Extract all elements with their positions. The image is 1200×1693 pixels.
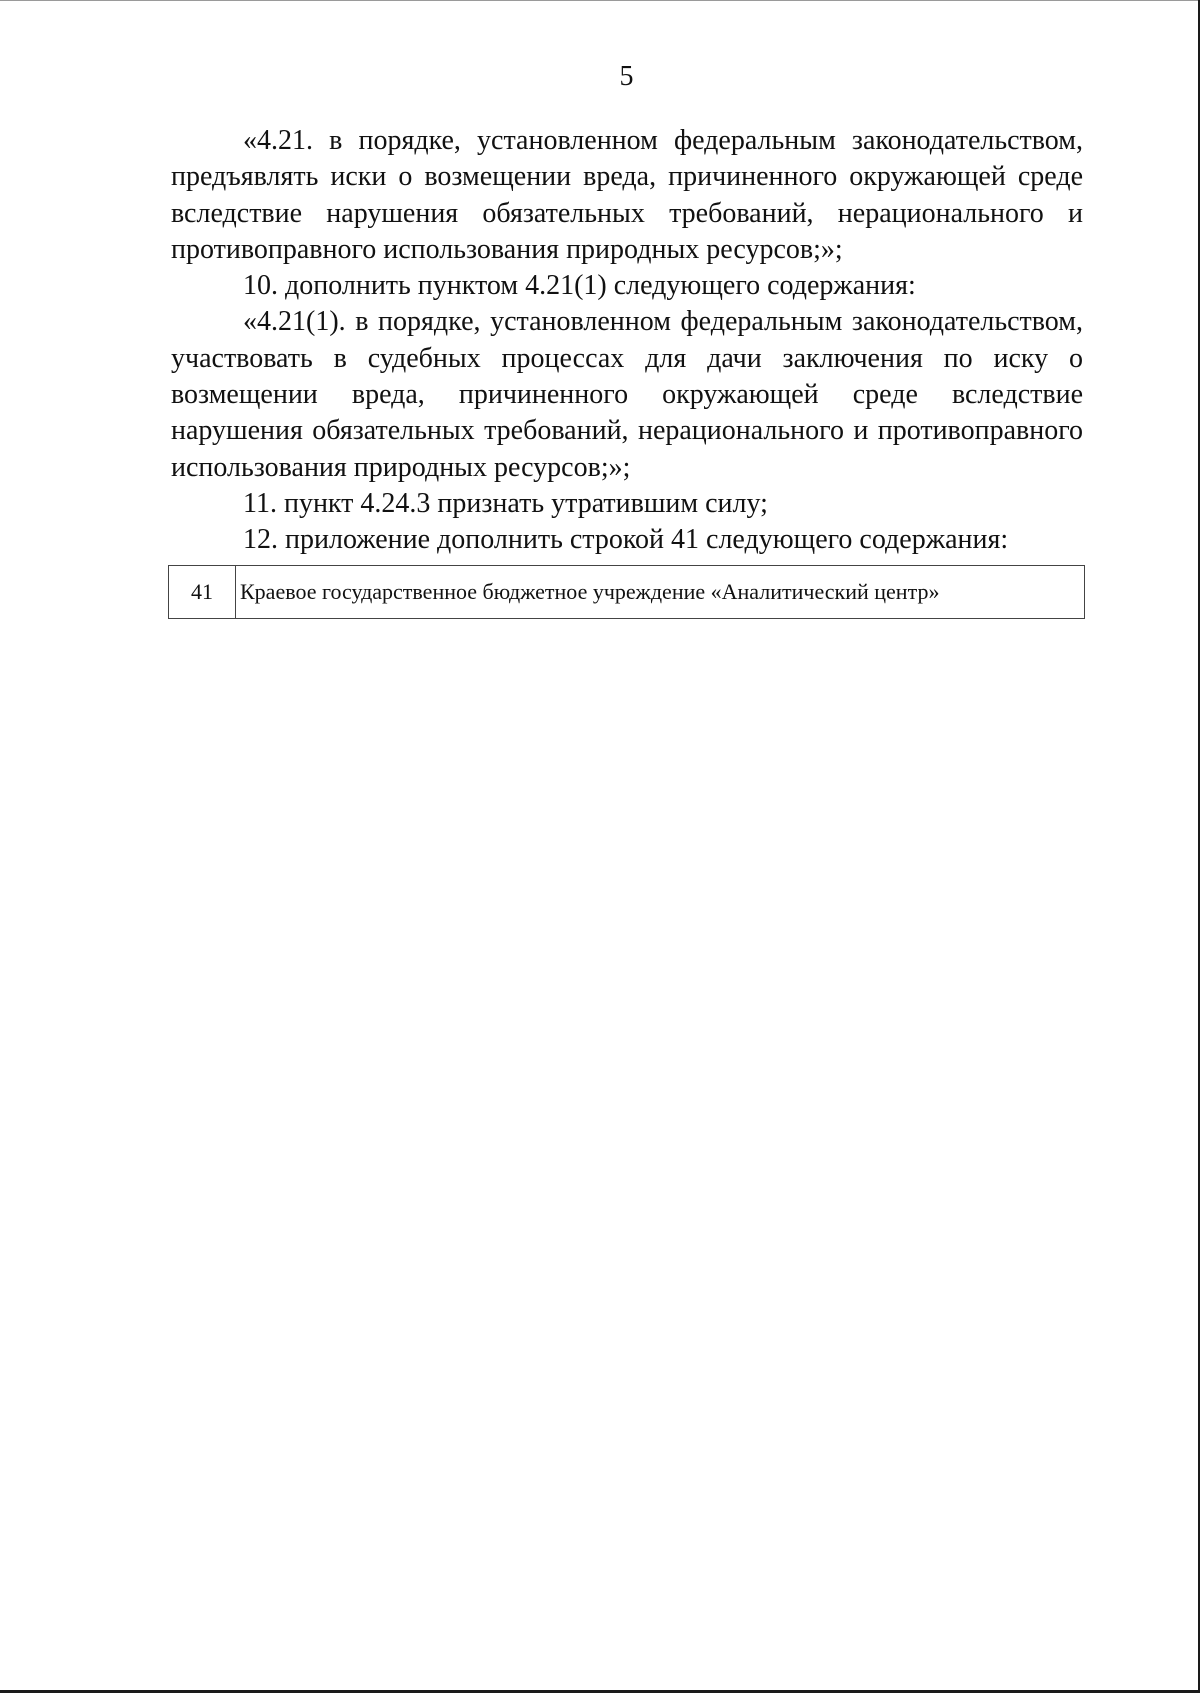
paragraph-item-12: 12. приложение дополнить строкой 41 следующего содержания: (243, 524, 1009, 556)
page-number: 5 (619, 61, 634, 92)
paragraph-item-10: 10. дополнить пунктом 4.21(1) следующего содержания: (243, 270, 916, 302)
annex-table (168, 565, 1085, 619)
scan-edge-top (0, 0, 1200, 1)
document-body (171, 123, 1083, 559)
row-number-cell: 41 (169, 566, 236, 619)
paragraph-item-11: 11. пункт 4.24.3 признать утратившим силу; (243, 487, 768, 519)
table-row (169, 566, 1085, 619)
institution-name-cell: Краевое государственное бюджетное учреждение «Аналитический центр» (236, 566, 1085, 619)
paragraph-4-21: «4.21. в порядке, установленном федеральным законодательством, предъявлять иски о возмещении вреда, причиненного окружающей среде вследствие нарушения обязательных требований, нерационального и противоправного использования природных ресурсов;»; (171, 125, 1083, 265)
paragraph-4-21-1: «4.21(1). в порядке, установленном федеральным законодательством, участвовать в судебных процессах для дачи заключения по иску о возмещении вреда, причиненного окружающей среде вследствие нарушения обязательных требований, нерационального и противоправного использования природных ресурсов;»; (171, 306, 1083, 483)
